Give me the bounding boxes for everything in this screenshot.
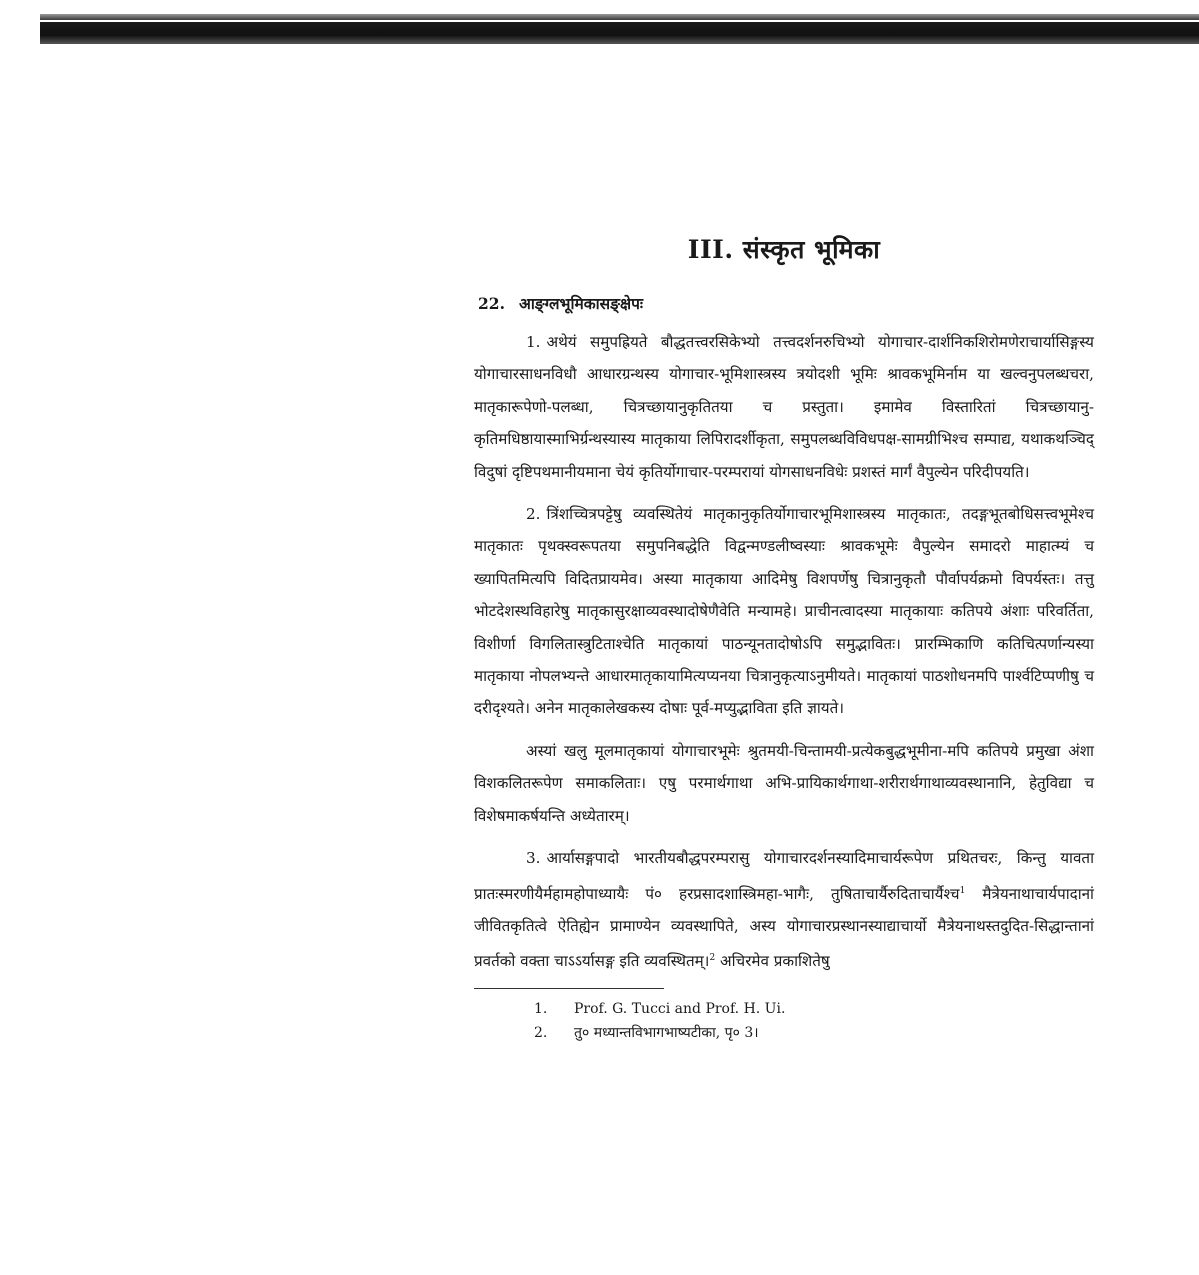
- paragraph-text: अथेयं समुपह्रियते बौद्धतत्त्वरसिकेभ्यो तत्त्वदर्शनरुचिभ्यो योगाचार-दार्शनिकशिरोमणेराचार्यासिङ्गस्य योगाचारसाधनविधौ आधारग्रन्थस्य योगाचार-भूमिशास्त्रस्य त्रयोदशी भूमिः श्रावकभूमिर्नाम या खल्वनुपलब्धचरा, मातृकारूपेणो-पलब्धा, चित्रच्छायानुकृतितया च प्रस्तुता। इमामेव विस्तारितां चित्रच्छायानु-कृतिमधिष्ठायास्माभिर्ग्रन्थस्यास्य मातृकाया लिपिरादर्शीकृता, समुपलब्धविविधपक्ष-सामग्रीभिश्च सम्पाद्य, यथाकथञ्चिद् विदुषां दृष्टिपथमानीयमाना चेयं कृतिर्योगाचार-परम्परायां योगसाधनविधेः प्रशस्तं मार्गं वैपुल्येन परिदीपयति।: [474, 333, 1094, 481]
- paragraph-text: अस्यां खलु मूलमातृकायां योगाचारभूमेः श्रुतमयी-चिन्तामयी-प्रत्येकबुद्धभूमीना-मपि कतिपये प्रमुखा अंशा विशकलितरूपेण समाकलिताः। एषु परमार्थगाथा अभि-प्रायिकार्थगाथा-शरीरार्थगाथाव्यवस्थानानि, हेतुविद्या च विशेषमाकर्षयन्ति अध्येतारम्।: [474, 741, 1094, 825]
- paragraph-2: [474, 498, 1094, 725]
- paragraph-number: 1.: [526, 333, 541, 351]
- paragraph-text: अचिरमेव प्रकाशितेषु: [715, 952, 830, 971]
- paragraph-1: [474, 326, 1094, 488]
- footnote-item: [534, 1021, 1094, 1045]
- paragraph-2-continued: [474, 735, 1094, 832]
- scan-edge-border: [40, 22, 1199, 44]
- page-title: III. संस्कृत भूमिका: [687, 235, 881, 264]
- footnote-divider: [474, 988, 664, 989]
- section-heading: [478, 292, 1094, 314]
- footnote-ref-2: 2: [709, 953, 716, 964]
- footnotes: [474, 997, 1094, 1045]
- footnote-number: 1.: [534, 1000, 548, 1017]
- footnote-number: 2.: [534, 1024, 548, 1041]
- section-title: आङ्ग्लभूमिकासङ्क्षेपः: [518, 294, 644, 313]
- page-content: [474, 232, 1094, 1045]
- paragraph-text: त्रिंशच्चित्रपट्टेषु व्यवस्थितेयं मातृकानुकृतिर्योगाचारभूमिशास्त्रस्य मातृकातः, तदङ्गभूतबोधिसत्त्वभूमेश्च मातृकातः पृथक्स्वरूपतया समुपनिबद्धेति विद्वन्मण्डलीष्वस्याः श्रावकभूमेः वैपुल्येन समादरो माहात्म्यं च ख्यापितमित्यपि विदितप्रायमेव। अस्या मातृकाया आदिमेषु विशपर्णेषु चित्रानुकृतौ पौर्वापर्यक्रमो विपर्यस्तः। तत्तु भोटदेशस्थविहारेषु मातृकासुरक्षाव्यवस्थादोषेणैवेति मन्यामहे। प्राचीनत्वादस्या मातृकायाः कतिपये अंशाः परिवर्तिता, विशीर्णा विगलितास्त्रुटिताश्चेति मातृकायां पाठन्यूनतादोषोऽपि समुद्भावितः। प्रारम्भिकाणि कतिचित्पर्णान्यस्या मातृकाया नोपलभ्यन्ते आधारमातृकायामित्यप्यनया चित्रानुकृत्याऽनुमीयते। मातृकायां पाठशोधनमपि पार्श्वटिप्पणीषु च दरीदृश्यते। अनेन मातृकालेखकस्य दोषाः पूर्व-मप्युद्भाविता इति ज्ञायते।: [474, 505, 1094, 718]
- paragraph-3: [474, 842, 1094, 978]
- footnote-ref-1: 1: [959, 885, 966, 896]
- footnote-item: [534, 997, 1094, 1021]
- scan-edge-shadow: [40, 14, 1199, 20]
- section-number: 22.: [478, 294, 505, 313]
- footnote-text: Prof. G. Tucci and Prof. H. Ui.: [574, 1000, 786, 1017]
- footnote-text: तु० मध्यान्तविभागभाष्यटीका, पृ० 3।: [574, 1024, 759, 1041]
- paragraph-number: 2.: [526, 505, 541, 524]
- paragraph-number: 3.: [526, 849, 541, 868]
- paragraph-text: आर्यासङ्गपादो भारतीयबौद्धपरम्परासु योगाचारदर्शनस्यादिमाचार्यरूपेण प्रथितचरः, किन्तु यावता प्रातःस्मरणीयैर्महामहोपाध्यायैः पं० हरप्रसादशास्त्रिमहा-भागैः, तुषिताचार्यैरुदिताचार्यैश्च: [474, 849, 1094, 903]
- paragraph-text: मैत्रेयनाथाचार्यपादानां जीवितकृतित्वे ऐतिह्येन प्रामाण्येन व्यवस्थापिते, अस्य योगाचारप्रस्थानस्याद्याचार्यो मैत्रेयनाथस्तदुदित-सिद्धान्तानां प्रवर्तको वक्ता चाऽऽर्यासङ्ग इति व्यवस्थितम्।: [474, 884, 1094, 971]
